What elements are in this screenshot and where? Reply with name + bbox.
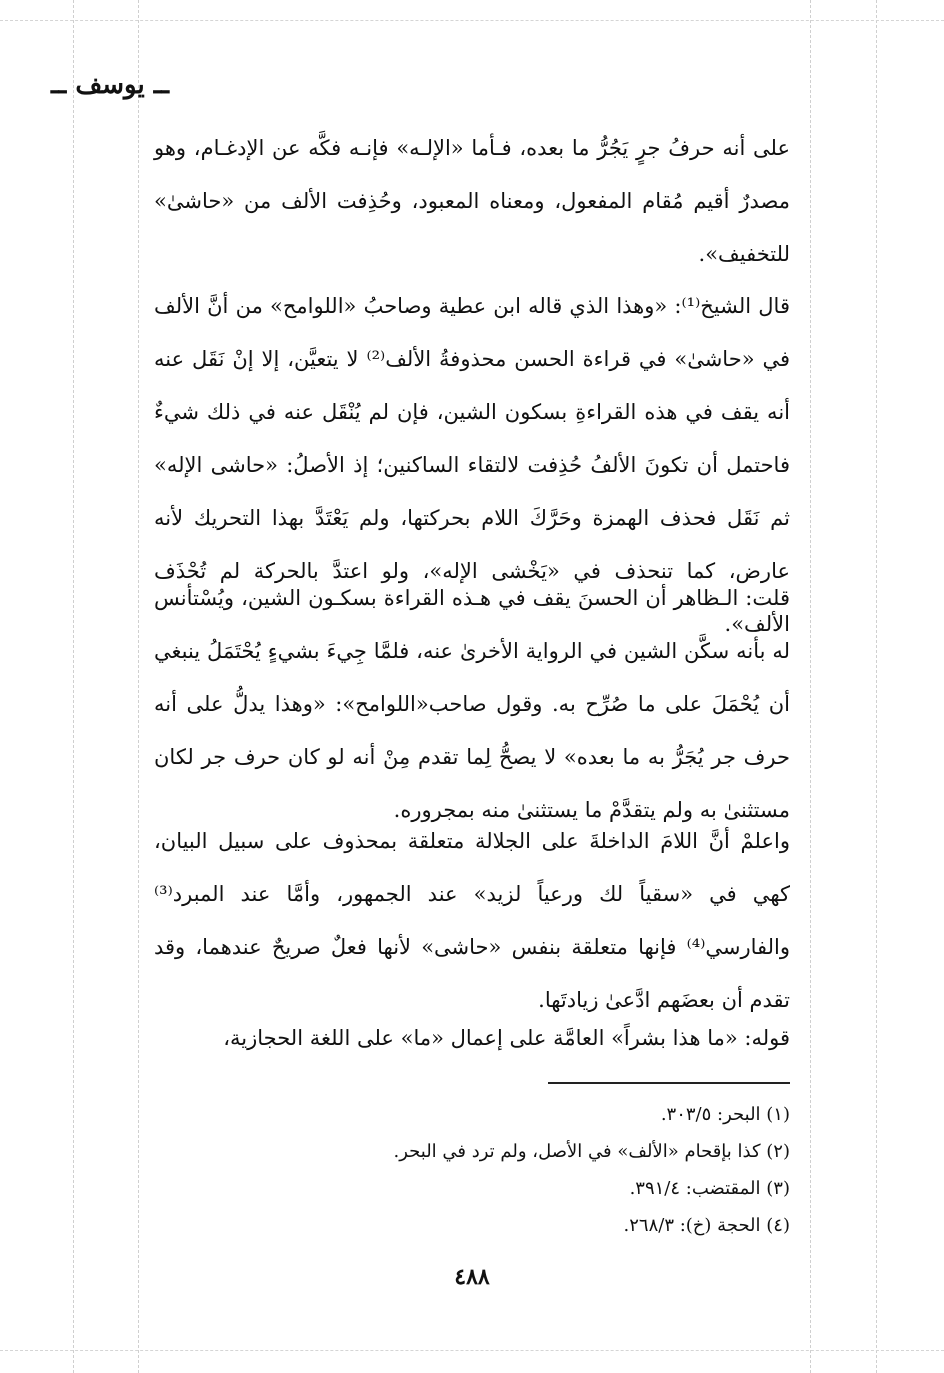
footnote-1: (١) البحر: ٣٠٣/٥. [660, 1104, 790, 1125]
footnote-separator [548, 1082, 790, 1084]
footnote-2: (٢) كذا بإقحام «الألف» في الأصل، ولم ترد في البحر. [393, 1141, 790, 1162]
footnote-3: (٣) المقتضب: ٣٩١/٤. [629, 1178, 790, 1199]
paragraph-4: واعلمْ أنَّ اللامَ الداخلةَ على الجلالة متعلقة بمحذوف على سبيل البيان، كهي في «سقياً لك ورعياً لزيد» عند الجمهور، وأمَّا عند المبرد⁽³⁾ والفارسي⁽⁴⁾ فإنها متعلقة بنفس «حاشى» لأنها فعلٌ صريحٌ عندهما، وقد تقدم أن بعضَهم ادَّعىٰ زيادتَها. [154, 829, 790, 1012]
paragraph-1: على أنه حرفُ جرٍ يَجُرُّ ما بعده، فـأما «الإلـه» فإنـه فكَّه عن الإدغـام، وهو مصدرٌ أقيم مُقام المفعول، ومعناه المعبود، وحُذِفت الألف من «حاشىٰ» للتخفيف». [154, 136, 790, 266]
paragraph-2: قال الشيخ⁽¹⁾: «وهذا الذي قاله ابن عطية وصاحبُ «اللوامح» من أنَّ الألف في «حاشىٰ» في قراءة الحسن محذوفةُ الألف⁽²⁾ لا يتعيَّن، إلا إنْ نَقَل عنه أنه يقف في هذه القراءةِ بسكون الشين، فإن لم يُنْقَل عنه في ذلك شيءٌ فاحتمل أن تكونَ الألفُ حُذِفت لالتقاء الساكنين؛ إذ الأصلُ: «حاشى الإله» ثم نَقَل فحذف الهمزة وحَرَّكَ اللام بحركتها، ولم يَعْتَدَّ بهذا التحريك لأنه عارض، كما تنحذف في «يَخْشى الإله»، ولو اعتدَّ بالحركة لم تُحْذَف الألف». [154, 294, 790, 636]
running-header: ــ يوسف ــ [51, 70, 169, 100]
page-number: ٤٨٨ [454, 1264, 490, 1290]
paragraph-5: قوله: «ما هذا بشراً» العامَّة على إعمال «ما» على اللغة الحجازية، [223, 1026, 790, 1050]
footnote-4: (٤) الحجة (خ): ٢٦٨/٣. [623, 1215, 790, 1236]
paragraph-3: قلت: الـظاهر أن الحسنَ يقف في هـذه القراءة بسكـون الشين، ويُسْتأنس له بأنه سكَّن الشين في الرواية الأخرىٰ عنه، فلمَّا جِيءَ بشيءٍ يُحْتَمَلُ ينبغي أن يُحْمَلَ على ما صُرِّح به. وقول صاحب«اللوامح»: «وهذا يدلُّ على أنه حرف جر يُجَرُّ به ما بعده» لا يصحُّ لِما تقدم مِنْ أنه لو كان حرف جر لكان مستثنىٰ به ولم يتقدَّمْ ما يستثنىٰ منه بمجروره. [154, 586, 790, 822]
